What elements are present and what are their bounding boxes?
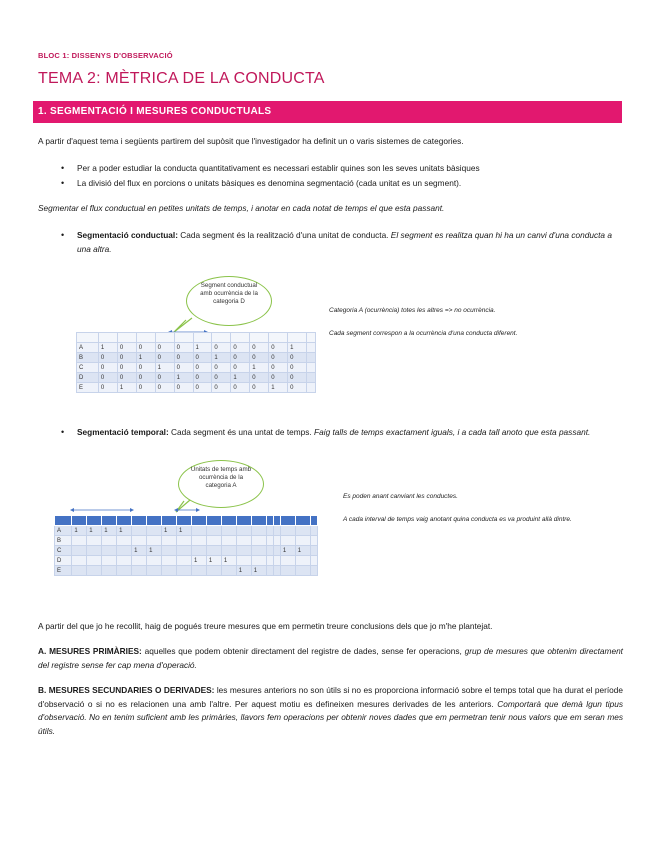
table1-cell — [269, 333, 288, 343]
table2-cell — [310, 566, 317, 576]
table1-cell: 1 — [193, 343, 212, 353]
bullet-icon: • — [61, 427, 65, 437]
table2-cell: 1 — [280, 546, 295, 556]
segment-table-1 — [76, 332, 316, 393]
table2-cell — [72, 516, 87, 526]
table1-cell: 0 — [250, 383, 269, 393]
table2-cell — [251, 526, 266, 536]
table1-cell — [307, 383, 316, 393]
table2-cell — [176, 516, 191, 526]
speech-bubble-1 — [186, 276, 272, 326]
table1-cell: 0 — [250, 353, 269, 363]
table2-cell — [236, 546, 251, 556]
table2-cell — [72, 566, 87, 576]
table2-cell — [266, 536, 273, 546]
table1-cell — [307, 353, 316, 363]
table2-cell — [191, 526, 206, 536]
table1-cell: 1 — [98, 343, 117, 353]
table1-row — [77, 373, 316, 383]
table2-cell: C — [55, 546, 72, 556]
table2-cell — [191, 536, 206, 546]
table2-cell — [55, 516, 72, 526]
table1-row — [77, 343, 316, 353]
bubble-1-text: Segment conductual amb ocurrència de la categoria D — [200, 282, 258, 305]
table2-cell — [206, 516, 221, 526]
table2-cell — [273, 516, 280, 526]
table2-cell — [176, 546, 191, 556]
table1-cell: 0 — [174, 353, 193, 363]
table1-cell: 0 — [212, 343, 231, 353]
table2-cell: 1 — [117, 526, 132, 536]
table1-cell: A — [77, 343, 99, 353]
italic-definition: Segmentar el flux conductual en petites unitats de temps, i anotar en cada notat de temps el que esta passant. — [38, 203, 445, 213]
table1-cell: 0 — [117, 353, 136, 363]
table1-cell: 1 — [212, 353, 231, 363]
table2-cell — [132, 536, 147, 546]
table2-cell — [280, 536, 295, 546]
seg-temporal-label: Segmentació temporal: — [77, 427, 169, 437]
table2-cell — [102, 546, 117, 556]
table2-cell: 1 — [87, 526, 102, 536]
table1-cell: 0 — [288, 373, 307, 383]
table2-cell — [280, 526, 295, 536]
table2-cell — [162, 566, 177, 576]
bullet-icon: • — [61, 230, 65, 240]
table1-cell — [98, 333, 117, 343]
table2-cell — [87, 566, 102, 576]
table1-cell — [288, 333, 307, 343]
table1-cell — [155, 333, 174, 343]
table1-cell: 0 — [250, 343, 269, 353]
page-title: TEMA 2: MÈTRICA DE LA CONDUCTA — [38, 70, 325, 87]
table2-cell — [206, 546, 221, 556]
table2-cell — [280, 566, 295, 576]
table1-cell: 0 — [193, 363, 212, 373]
table2-cell: 1 — [221, 556, 236, 566]
table2-cell — [310, 516, 317, 526]
table2-cell: 1 — [251, 566, 266, 576]
secundaries-italic: Comportarà que demà lgun tipus d'observació. No en tenim suficient amb les primàries, llavors fem operacions per obtenir noves dades que em permetran tenir nous valors que em seran mes útils. — [38, 698, 623, 736]
table2-cell — [87, 556, 102, 566]
table1-cell: 0 — [231, 343, 250, 353]
table2-cell — [117, 516, 132, 526]
note-1a: Categoria A (ocurrència) totes les altres => no ocurrència. — [329, 307, 496, 314]
note-2b: A cada interval de temps vaig anotant quina conducta es va produint allà dintre. — [343, 516, 572, 523]
table1-cell: 0 — [117, 363, 136, 373]
table2-cell — [266, 566, 273, 576]
table2-cell — [280, 516, 295, 526]
table1-cell: 0 — [136, 373, 155, 383]
table1-cell: 1 — [117, 383, 136, 393]
table2-cell — [162, 536, 177, 546]
table2-cell: A — [55, 526, 72, 536]
table2-cell — [206, 526, 221, 536]
table2-cell — [310, 536, 317, 546]
table1-cell: 0 — [136, 363, 155, 373]
table1-cell: 0 — [193, 373, 212, 383]
segment-table-2 — [54, 515, 318, 576]
table2-cell — [273, 546, 280, 556]
table2-cell: 1 — [102, 526, 117, 536]
table2-cell — [162, 516, 177, 526]
table2-cell — [251, 546, 266, 556]
bullet-text-1: Per a poder estudiar la conducta quantitativament es necessari establir quines son les seves unitats bàsiques — [77, 163, 480, 173]
intro-paragraph: A partir d'aquest tema i següents partirem del supòsit que l'investigador ha definit un o varis sistemes de categories. — [38, 136, 464, 146]
table1-cell — [307, 363, 316, 373]
table2-cell — [295, 516, 310, 526]
table2-cell: B — [55, 536, 72, 546]
table2-row — [55, 566, 318, 576]
table2-cell — [191, 566, 206, 576]
table2-cell — [132, 556, 147, 566]
seg-conductual-text: Cada segment és la realització d'una unitat de conducta. — [177, 230, 389, 240]
table2-cell — [191, 546, 206, 556]
table2-cell — [280, 556, 295, 566]
table2-cell — [310, 546, 317, 556]
table1-cell — [307, 373, 316, 383]
table2-cell — [72, 546, 87, 556]
table1-cell: 0 — [98, 373, 117, 383]
seg-temporal-paragraph — [77, 426, 622, 440]
table1-cell — [193, 333, 212, 343]
table2-row — [55, 516, 318, 526]
table2-cell — [132, 516, 147, 526]
table2-cell — [117, 556, 132, 566]
table1-cell: 0 — [212, 363, 231, 373]
table2-cell: D — [55, 556, 72, 566]
table2-cell: 1 — [132, 546, 147, 556]
table2-cell — [251, 556, 266, 566]
table2-row — [55, 526, 318, 536]
table2-cell: 1 — [162, 526, 177, 536]
table2-cell — [221, 526, 236, 536]
table1-row — [77, 383, 316, 393]
table1-cell: 0 — [117, 373, 136, 383]
table1-cell — [136, 333, 155, 343]
table2-row — [55, 546, 318, 556]
table2-cell — [236, 556, 251, 566]
table1-cell — [250, 333, 269, 343]
table1-cell: 1 — [174, 373, 193, 383]
table2-cell — [162, 556, 177, 566]
primaries-text: aquelles que podem obtenir directament del registre de dades, sense fer operacions, — [141, 646, 462, 656]
table1-cell: 0 — [174, 343, 193, 353]
table1-cell: 0 — [174, 383, 193, 393]
table2-cell — [117, 566, 132, 576]
bubble-2-text: Unitats de temps amb ocurrència de la categoria A — [190, 466, 252, 489]
table1-cell: 1 — [231, 373, 250, 383]
table1-cell: 0 — [155, 383, 174, 393]
table1-row — [77, 333, 316, 343]
table2-cell — [176, 536, 191, 546]
table2-cell — [236, 516, 251, 526]
table1-cell: B — [77, 353, 99, 363]
bullet-icon: • — [61, 163, 65, 173]
table2-cell — [251, 516, 266, 526]
table2-cell — [266, 516, 273, 526]
table2-cell: E — [55, 566, 72, 576]
table1-cell — [231, 333, 250, 343]
table1-cell — [307, 343, 316, 353]
seg-temporal-italic: Faig talls de temps exactament iguals, i a cada tall anoto que esta passant. — [311, 427, 591, 437]
table2-cell — [273, 566, 280, 576]
table1-cell: 0 — [117, 343, 136, 353]
table1-cell: 0 — [288, 383, 307, 393]
table1-cell: 0 — [288, 353, 307, 363]
table1-cell: 0 — [155, 343, 174, 353]
table2-cell — [147, 566, 162, 576]
table1-cell: C — [77, 363, 99, 373]
table2-cell — [147, 556, 162, 566]
table1-cell: 0 — [136, 343, 155, 353]
table2-cell — [266, 556, 273, 566]
table2-cell — [251, 536, 266, 546]
table2-cell — [132, 526, 147, 536]
table1-cell: 0 — [193, 383, 212, 393]
table1-cell: 0 — [193, 353, 212, 363]
table1-cell: 0 — [155, 353, 174, 363]
table2-cell — [273, 556, 280, 566]
secundaries-paragraph — [38, 684, 623, 738]
table2-cell — [273, 536, 280, 546]
segment-arrow-3 — [174, 506, 200, 514]
table1-cell: 0 — [98, 353, 117, 363]
table1-cell — [77, 333, 99, 343]
table2-cell — [117, 546, 132, 556]
table2-row — [55, 536, 318, 546]
section-title: 1. SEGMENTACIÓ I MESURES CONDUCTUALS — [38, 106, 272, 117]
table2-cell — [102, 536, 117, 546]
table1-cell: 1 — [269, 383, 288, 393]
table1-cell: 0 — [231, 383, 250, 393]
table2-cell — [87, 546, 102, 556]
table2-cell — [147, 526, 162, 536]
table2-cell — [162, 546, 177, 556]
table2-cell: 1 — [191, 556, 206, 566]
seg-temporal-text: Cada segment és una untat de temps. — [168, 427, 312, 437]
table2-cell: 1 — [295, 546, 310, 556]
table1-cell: 0 — [288, 363, 307, 373]
table2-cell — [176, 556, 191, 566]
table2-cell: 1 — [206, 556, 221, 566]
table2-cell — [221, 536, 236, 546]
table1-cell: 0 — [269, 353, 288, 363]
table1-row — [77, 363, 316, 373]
table1-cell — [212, 333, 231, 343]
seg-conductual-paragraph — [77, 229, 622, 256]
table1-cell: 0 — [269, 363, 288, 373]
table2-cell — [132, 566, 147, 576]
table1-row — [77, 353, 316, 363]
secundaries-label: B. MESURES SECUNDARIES O DERIVADES: — [38, 685, 215, 695]
table2-cell — [87, 536, 102, 546]
table2-cell — [221, 546, 236, 556]
table1-cell: 0 — [174, 363, 193, 373]
section-bar — [33, 101, 622, 123]
bullet-text-2: La divisió del flux en porcions o unitats bàsiques es denomina segmentació (cada unitat es un segment). — [77, 178, 462, 188]
table2-cell — [191, 516, 206, 526]
segment-arrow-2 — [70, 506, 134, 514]
note-2a: Es poden anant canviant les conductes. — [343, 493, 458, 500]
table2-cell — [102, 556, 117, 566]
note-1b: Cada segment correspon a la ocurrència d'una conducta diferent. — [329, 330, 518, 337]
table2-cell — [117, 536, 132, 546]
table2-row — [55, 556, 318, 566]
table2-cell — [236, 526, 251, 536]
table2-cell — [273, 526, 280, 536]
bullet-icon: • — [61, 178, 65, 188]
table1-cell: 0 — [98, 383, 117, 393]
table2-cell: 1 — [72, 526, 87, 536]
table2-cell: 1 — [236, 566, 251, 576]
table2-cell: 1 — [147, 546, 162, 556]
primaries-italic: grup de mesures que obtenim directament del registre sense fer cap mena d'operació. — [38, 646, 623, 670]
table2-cell — [295, 526, 310, 536]
table2-cell — [176, 566, 191, 576]
paragraph-partir: A partir del que jo he recollit, haig de pogués treure mesures que em permetin treure conclusions dels que jo m'he plantejat. — [38, 621, 493, 631]
table1-cell: 0 — [250, 373, 269, 383]
table1-cell: 0 — [269, 373, 288, 383]
table2-cell — [295, 556, 310, 566]
table2-cell — [87, 516, 102, 526]
table1-cell: D — [77, 373, 99, 383]
table2-cell — [206, 536, 221, 546]
table2-cell — [295, 536, 310, 546]
table1-cell: 0 — [269, 343, 288, 353]
table2-cell — [221, 566, 236, 576]
table2-cell — [147, 536, 162, 546]
table2-cell — [266, 526, 273, 536]
table1-cell: 1 — [136, 353, 155, 363]
table2-cell — [221, 516, 236, 526]
table1-cell: 0 — [136, 383, 155, 393]
table1-cell: 0 — [212, 373, 231, 383]
table1-cell — [117, 333, 136, 343]
table1-cell: 0 — [212, 383, 231, 393]
table2-cell — [102, 516, 117, 526]
bloc-label: BLOC 1: DISSENYS D'OBSERVACIÓ — [38, 51, 173, 60]
table1-cell: 1 — [288, 343, 307, 353]
table1-cell: 1 — [155, 363, 174, 373]
table1-cell: 0 — [155, 373, 174, 383]
seg-conductual-label: Segmentació conductual: — [77, 230, 178, 240]
table1-cell: 0 — [98, 363, 117, 373]
table2-cell — [102, 566, 117, 576]
seg-conductual-italic: El segment es realitza quan hi ha un canvi d'una conducta a una altra. — [77, 230, 612, 254]
primaries-paragraph — [38, 645, 623, 672]
table2-cell — [206, 566, 221, 576]
table2-cell — [266, 546, 273, 556]
table2-cell — [295, 566, 310, 576]
table1-cell — [174, 333, 193, 343]
table2-cell: 1 — [176, 526, 191, 536]
table2-cell — [310, 556, 317, 566]
table2-cell — [72, 556, 87, 566]
table1-cell: 0 — [231, 353, 250, 363]
table1-cell — [307, 333, 316, 343]
table1-cell: 1 — [250, 363, 269, 373]
primaries-label: A. MESURES PRIMÀRIES: — [38, 646, 142, 656]
secundaries-text: les mesures anteriors no son útils si no es proporciona informació sobre el temps total que ha durat el període d'observació o si no es relacionen una amb l'altre. Per aquest motiu es defineixen mesures derivades de les anteriors. — [38, 685, 623, 709]
table1-cell: 0 — [231, 363, 250, 373]
table2-cell — [236, 536, 251, 546]
table2-cell — [310, 526, 317, 536]
table1-cell: E — [77, 383, 99, 393]
table2-cell — [72, 536, 87, 546]
table2-cell — [147, 516, 162, 526]
